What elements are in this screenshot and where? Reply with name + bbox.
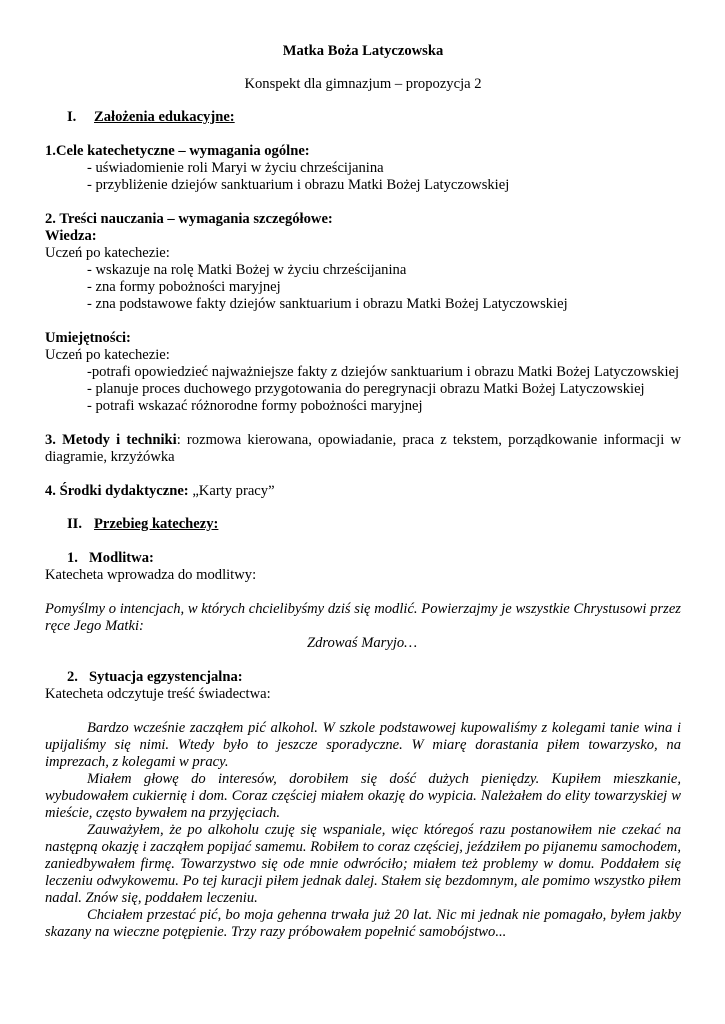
section-1-numeral: I. (67, 109, 77, 125)
tresci-heading: 2. Treści nauczania – wymagania szczegółowe: (45, 211, 333, 227)
testimony-paragraph: Miałem głowę do interesów, dorobiłem się dość dużych pieniędzy. Kupiłem mieszkanie, wybudowałem cukiernię i dom. Coraz częściej miałem okazję do wypicia. Należałem do elity towarzyskiej w mieście, często bywałem na przyjęciach. (45, 771, 681, 821)
metody-paragraph (45, 432, 681, 466)
testimony-paragraph: Bardzo wcześnie zacząłem pić alkohol. W szkole podstawowej kupowaliśmy z kolegami tanie wina i upijaliśmy się nimi. Wtedy było to jeszcze sporadyczne. W miarę dorastania piłem towarzysko, na imprezach, z kolegami w pracy. (45, 720, 681, 770)
srodki-label: 4. Środki dydaktyczne: (45, 483, 189, 499)
document-title: Matka Boża Latyczowska (282, 43, 444, 59)
umiejetnosci-item: - potrafi wskazać różnorodne formy pobożności maryjnej (87, 398, 423, 414)
section-2-numeral: II. (67, 516, 83, 532)
modlitwa-prayer: Pomyślmy o intencjach, w których chcielibyśmy dziś się modlić. Powierzajmy je wszystkie Chrystusowi przez ręce Jego Matki: (45, 601, 681, 634)
zdrowas-maryjo: Zdrowaś Maryjo… (307, 635, 418, 651)
umiejetnosci-label: Umiejętności: (45, 330, 131, 346)
document-subtitle: Konspekt dla gimnazjum – propozycja 2 (244, 76, 482, 92)
umiejetnosci-intro: Uczeń po katechezie: (45, 347, 170, 363)
srodki-text: „Karty pracy” (188, 483, 275, 499)
testimony-paragraph: Zauważyłem, że po alkoholu czuję się wspaniale, więc któregoś razu postanowiłem nie czekać na następną okazję i zacząłem popijać samemu. Robiłem to coraz częściej, jeździłem po pijanemu samochodem, zaniedbywałem firmę. Towarzystwo się ode mnie odwróciło; miałem też problemy w domu. Poddałem się leczeniu odwykowemu. Po tej kuracji piłem jednak dalej. Stałem się bezdomnym, ale pomimo wszystko piłem nadal. Znów się, poddałem leczeniu. (45, 822, 681, 906)
cele-item: - przybliżenie dziejów sanktuarium i obrazu Matki Bożej Latyczowskiej (87, 177, 510, 193)
modlitwa-num: 1. (67, 550, 78, 566)
modlitwa-intro: Katecheta wprowadza do modlitwy: (45, 567, 257, 583)
modlitwa-title: Modlitwa: (89, 550, 154, 566)
wiedza-item: - wskazuje na rolę Matki Bożej w życiu chrześcijanina (87, 262, 407, 278)
umiejetnosci-item: - planuje proces duchowego przygotowania do peregrynacji obrazu Matki Bożej Latyczowskiej (87, 381, 645, 397)
wiedza-intro: Uczeń po katechezie: (45, 245, 170, 261)
wiedza-item: - zna podstawowe fakty dziejów sanktuarium i obrazu Matki Bożej Latyczowskiej (87, 296, 568, 312)
sytuacja-title: Sytuacja egzystencjalna: (89, 669, 243, 685)
section-2-heading (45, 516, 681, 533)
section-1-heading (45, 109, 681, 126)
cele-heading: 1.Cele katechetyczne – wymagania ogólne: (45, 143, 310, 159)
modlitwa-heading (45, 550, 681, 567)
wiedza-label: Wiedza: (45, 228, 97, 244)
wiedza-item: - zna formy pobożności maryjnej (87, 279, 281, 295)
umiejetnosci-item: -potrafi opowiedzieć najważniejsze fakty z dziejów sanktuarium i obrazu Matki Bożej Latyczowskiej (87, 364, 680, 380)
section-1-title: Założenia edukacyjne: (94, 109, 235, 125)
cele-item: - uświadomienie roli Maryi w życiu chrześcijanina (87, 160, 384, 176)
sytuacja-heading (45, 669, 681, 686)
metody-label: 3. Metody i techniki (45, 432, 177, 448)
sytuacja-num: 2. (67, 669, 78, 685)
section-2-title: Przebieg katechezy: (94, 516, 219, 532)
document-page (45, 37, 681, 941)
sytuacja-intro: Katecheta odczytuje treść świadectwa: (45, 686, 271, 702)
testimony-paragraph: Chciałem przestać pić, bo moja gehenna trwała już 20 lat. Nic mi jednak nie pomagało, byłem jakby skazany na wieczne potępienie. Trzy razy próbowałem popełnić samobójstwo... (45, 907, 681, 940)
metody-text: : rozmowa kierowana, opowiadanie, praca z tekstem, porządkowanie informacji w diagramie, krzyżówka (45, 432, 681, 465)
srodki-paragraph (45, 483, 681, 500)
